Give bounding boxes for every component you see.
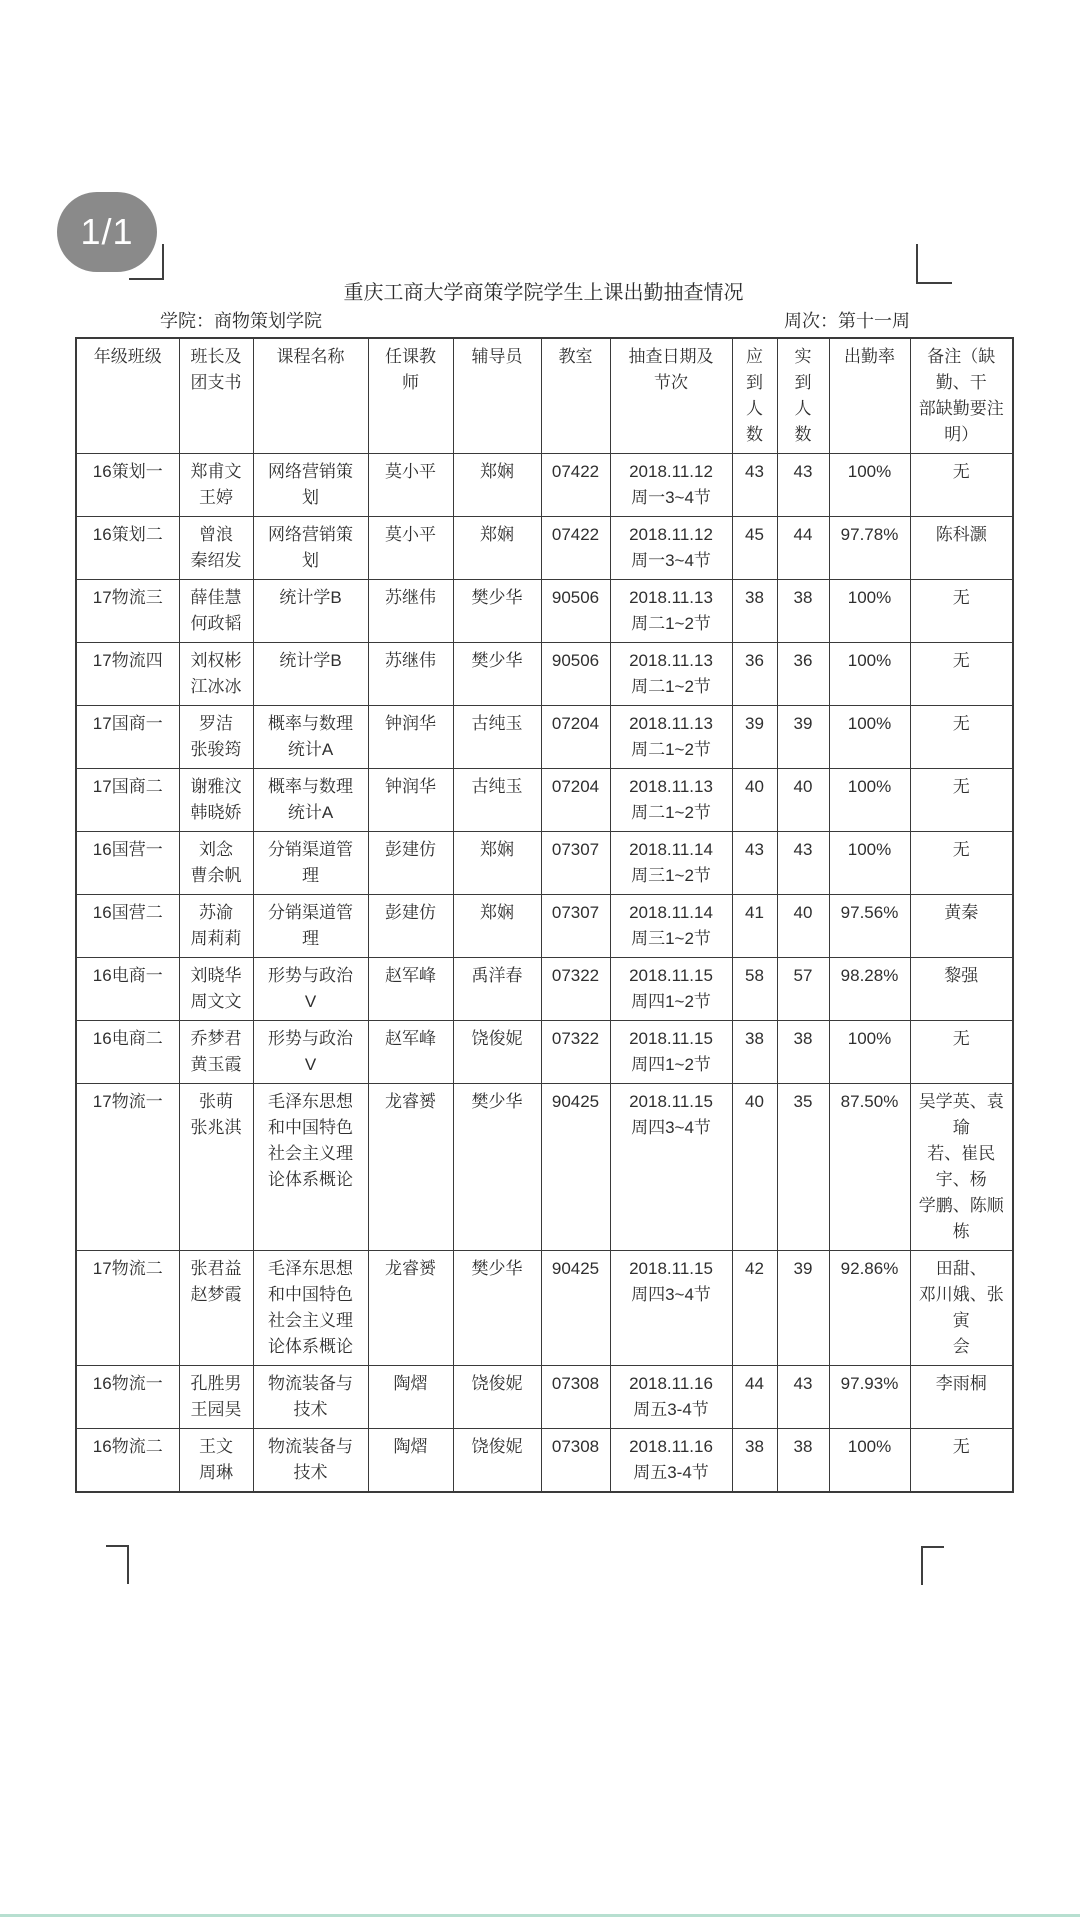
table-cell: 毛泽东思想 和中国特色 社会主义理 论体系概论 — [253, 1084, 368, 1251]
table-cell: 40 — [732, 769, 777, 832]
col-header-course-name: 课程名称 — [253, 338, 368, 454]
table-cell: 田甜、 邓川娥、张寅 会 — [910, 1251, 1013, 1366]
table-cell: 陈科灏 — [910, 517, 1013, 580]
col-header-remarks: 备注（缺勤、干 部缺勤要注明） — [910, 338, 1013, 454]
table-cell: 58 — [732, 958, 777, 1021]
table-cell: 郑娴 — [453, 895, 541, 958]
table-cell: 李雨桐 — [910, 1366, 1013, 1429]
table-cell: 赵军峰 — [368, 1021, 453, 1084]
table-cell: 07308 — [541, 1366, 610, 1429]
table-cell: 07307 — [541, 895, 610, 958]
table-cell: 郑娴 — [453, 832, 541, 895]
table-row — [76, 1366, 1013, 1429]
table-cell: 38 — [732, 1429, 777, 1493]
table-cell: 2018.11.13 周二1~2节 — [610, 643, 732, 706]
table-cell: 无 — [910, 580, 1013, 643]
table-cell: 36 — [732, 643, 777, 706]
table-cell: 2018.11.16 周五3-4节 — [610, 1366, 732, 1429]
table-cell: 2018.11.15 周四1~2节 — [610, 1021, 732, 1084]
table-cell: 孔胜男 王园昊 — [179, 1366, 253, 1429]
col-header-expected-count: 应 到 人 数 — [732, 338, 777, 454]
table-row — [76, 706, 1013, 769]
table-row — [76, 1021, 1013, 1084]
table-cell: 40 — [732, 1084, 777, 1251]
table-cell: 2018.11.15 周四3~4节 — [610, 1084, 732, 1251]
table-cell: 无 — [910, 706, 1013, 769]
table-cell: 物流装备与 技术 — [253, 1429, 368, 1493]
corner-mark-top-left — [129, 244, 164, 280]
table-cell: 16物流二 — [76, 1429, 179, 1493]
table-cell: 44 — [777, 517, 829, 580]
table-cell: 17物流一 — [76, 1084, 179, 1251]
table-cell: 黎强 — [910, 958, 1013, 1021]
table-cell: 薛佳慧 何政韬 — [179, 580, 253, 643]
table-cell: 87.50% — [829, 1084, 910, 1251]
week-label: 周次：第十一周 — [784, 311, 910, 331]
table-cell: 饶俊妮 — [453, 1021, 541, 1084]
table-cell: 苏继伟 — [368, 643, 453, 706]
table-cell: 龙睿赟 — [368, 1084, 453, 1251]
table-cell: 谢雅汶 韩晓娇 — [179, 769, 253, 832]
table-cell: 16物流一 — [76, 1366, 179, 1429]
col-header-teacher: 任课教 师 — [368, 338, 453, 454]
table-row — [76, 1251, 1013, 1366]
table-cell: 2018.11.13 周二1~2节 — [610, 706, 732, 769]
table-cell: 2018.11.15 周四1~2节 — [610, 958, 732, 1021]
table-cell: 统计学B — [253, 580, 368, 643]
table-cell: 39 — [777, 706, 829, 769]
table-cell: 2018.11.12 周一3~4节 — [610, 517, 732, 580]
table-cell: 黄秦 — [910, 895, 1013, 958]
table-cell: 郑娴 — [453, 454, 541, 517]
table-cell: 40 — [777, 769, 829, 832]
table-cell: 98.28% — [829, 958, 910, 1021]
table-cell: 彭建仿 — [368, 895, 453, 958]
table-cell: 40 — [777, 895, 829, 958]
table-cell: 古纯玉 — [453, 769, 541, 832]
table-cell: 2018.11.14 周三1~2节 — [610, 895, 732, 958]
table-cell: 樊少华 — [453, 1251, 541, 1366]
attendance-table — [75, 337, 1014, 1493]
table-cell: 郑娴 — [453, 517, 541, 580]
table-cell: 36 — [777, 643, 829, 706]
table-cell: 无 — [910, 454, 1013, 517]
table-cell: 刘权彬 江冰冰 — [179, 643, 253, 706]
table-cell: 乔梦君 黄玉霞 — [179, 1021, 253, 1084]
table-cell: 100% — [829, 580, 910, 643]
table-cell: 42 — [732, 1251, 777, 1366]
table-cell: 2018.11.16 周五3-4节 — [610, 1429, 732, 1493]
table-cell: 无 — [910, 1429, 1013, 1493]
table-cell: 王文 周琳 — [179, 1429, 253, 1493]
meta-line — [160, 307, 910, 333]
table-cell: 无 — [910, 769, 1013, 832]
table-row — [76, 580, 1013, 643]
table-cell: 43 — [777, 832, 829, 895]
table-cell: 17国商二 — [76, 769, 179, 832]
table-cell: 概率与数理 统计A — [253, 706, 368, 769]
table-cell: 39 — [777, 1251, 829, 1366]
table-cell: 100% — [829, 454, 910, 517]
table-cell: 钟润华 — [368, 706, 453, 769]
table-cell: 分销渠道管 理 — [253, 832, 368, 895]
table-cell: 92.86% — [829, 1251, 910, 1366]
table-cell: 陶熠 — [368, 1366, 453, 1429]
table-cell: 吴学英、袁瑜 若、崔民宇、杨 学鹏、陈顺栋 — [910, 1084, 1013, 1251]
table-row — [76, 832, 1013, 895]
table-cell: 97.56% — [829, 895, 910, 958]
table-cell: 16国营一 — [76, 832, 179, 895]
table-cell: 07307 — [541, 832, 610, 895]
table-cell: 07322 — [541, 1021, 610, 1084]
scan-artifact-line — [0, 1914, 1080, 1917]
table-cell: 57 — [777, 958, 829, 1021]
table-cell: 郑甫文 王婷 — [179, 454, 253, 517]
table-cell: 彭建仿 — [368, 832, 453, 895]
table-cell: 90506 — [541, 580, 610, 643]
table-cell: 16策划二 — [76, 517, 179, 580]
table-cell: 龙睿赟 — [368, 1251, 453, 1366]
table-cell: 莫小平 — [368, 454, 453, 517]
col-header-actual-count: 实 到 人 数 — [777, 338, 829, 454]
table-cell: 无 — [910, 1021, 1013, 1084]
table-cell: 苏渝 周莉莉 — [179, 895, 253, 958]
table-cell: 43 — [777, 454, 829, 517]
table-cell: 16国营二 — [76, 895, 179, 958]
table-cell: 毛泽东思想 和中国特色 社会主义理 论体系概论 — [253, 1251, 368, 1366]
table-cell: 禹洋春 — [453, 958, 541, 1021]
table-cell: 17国商一 — [76, 706, 179, 769]
table-cell: 2018.11.15 周四3~4节 — [610, 1251, 732, 1366]
table-cell: 100% — [829, 706, 910, 769]
table-cell: 2018.11.14 周三1~2节 — [610, 832, 732, 895]
table-cell: 45 — [732, 517, 777, 580]
table-cell: 39 — [732, 706, 777, 769]
table-cell: 无 — [910, 832, 1013, 895]
table-cell: 41 — [732, 895, 777, 958]
table-cell: 35 — [777, 1084, 829, 1251]
page-indicator-label: 1/1 — [80, 211, 134, 252]
table-cell: 网络营销策 划 — [253, 517, 368, 580]
col-header-check-date-period: 抽查日期及 节次 — [610, 338, 732, 454]
table-cell: 樊少华 — [453, 1084, 541, 1251]
col-header-attendance-rate: 出勤率 — [829, 338, 910, 454]
table-cell: 形势与政治 V — [253, 958, 368, 1021]
table-cell: 43 — [732, 832, 777, 895]
table-cell: 刘念 曹余帆 — [179, 832, 253, 895]
table-cell: 100% — [829, 643, 910, 706]
table-cell: 07308 — [541, 1429, 610, 1493]
table-cell: 90425 — [541, 1084, 610, 1251]
table-cell: 43 — [732, 454, 777, 517]
table-cell: 莫小平 — [368, 517, 453, 580]
corner-mark-bottom-left — [106, 1545, 129, 1584]
table-cell: 张君益 赵梦霞 — [179, 1251, 253, 1366]
table-cell: 07204 — [541, 706, 610, 769]
table-cell: 网络营销策 划 — [253, 454, 368, 517]
table-cell: 张萌 张兆淇 — [179, 1084, 253, 1251]
table-cell: 形势与政治 V — [253, 1021, 368, 1084]
col-header-counselor: 辅导员 — [453, 338, 541, 454]
table-row — [76, 1084, 1013, 1251]
corner-mark-bottom-right — [921, 1546, 944, 1585]
table-row — [76, 643, 1013, 706]
table-row — [76, 1429, 1013, 1493]
table-cell: 苏继伟 — [368, 580, 453, 643]
table-cell: 物流装备与 技术 — [253, 1366, 368, 1429]
table-cell: 07422 — [541, 454, 610, 517]
table-cell: 概率与数理 统计A — [253, 769, 368, 832]
table-cell: 07322 — [541, 958, 610, 1021]
table-cell: 刘晓华 周文文 — [179, 958, 253, 1021]
table-cell: 钟润华 — [368, 769, 453, 832]
table-cell: 17物流二 — [76, 1251, 179, 1366]
document-title: 重庆工商大学商策学院学生上课出勤抽查情况 — [343, 282, 744, 304]
table-cell: 饶俊妮 — [453, 1366, 541, 1429]
table-cell: 07204 — [541, 769, 610, 832]
table-cell: 饶俊妮 — [453, 1429, 541, 1493]
table-cell: 97.93% — [829, 1366, 910, 1429]
table-cell: 100% — [829, 1429, 910, 1493]
table-cell: 分销渠道管 理 — [253, 895, 368, 958]
table-cell: 统计学B — [253, 643, 368, 706]
table-cell: 17物流三 — [76, 580, 179, 643]
table-cell: 16策划一 — [76, 454, 179, 517]
table-cell: 16电商二 — [76, 1021, 179, 1084]
table-cell: 38 — [732, 580, 777, 643]
table-row — [76, 958, 1013, 1021]
table-cell: 38 — [777, 1021, 829, 1084]
table-cell: 90506 — [541, 643, 610, 706]
table-cell: 陶熠 — [368, 1429, 453, 1493]
table-header-row — [76, 338, 1013, 454]
table-cell: 100% — [829, 1021, 910, 1084]
table-cell: 07422 — [541, 517, 610, 580]
table-cell: 樊少华 — [453, 580, 541, 643]
attendance-table-body — [76, 454, 1013, 1493]
table-cell: 100% — [829, 769, 910, 832]
table-cell: 樊少华 — [453, 643, 541, 706]
table-cell: 17物流四 — [76, 643, 179, 706]
table-cell: 90425 — [541, 1251, 610, 1366]
table-cell: 2018.11.13 周二1~2节 — [610, 769, 732, 832]
col-header-monitor-secretary: 班长及 团支书 — [179, 338, 253, 454]
table-cell: 38 — [777, 1429, 829, 1493]
col-header-classroom: 教室 — [541, 338, 610, 454]
col-header-grade-class: 年级班级 — [76, 338, 179, 454]
table-cell: 43 — [777, 1366, 829, 1429]
table-cell: 赵军峰 — [368, 958, 453, 1021]
table-cell: 38 — [777, 580, 829, 643]
table-cell: 古纯玉 — [453, 706, 541, 769]
college-label: 学院：商物策划学院 — [160, 311, 322, 331]
table-cell: 罗洁 张骏筠 — [179, 706, 253, 769]
table-cell: 曾浪 秦绍发 — [179, 517, 253, 580]
table-row — [76, 517, 1013, 580]
table-cell: 16电商一 — [76, 958, 179, 1021]
table-cell: 2018.11.12 周一3~4节 — [610, 454, 732, 517]
table-cell: 44 — [732, 1366, 777, 1429]
table-cell: 无 — [910, 643, 1013, 706]
table-row — [76, 454, 1013, 517]
table-row — [76, 895, 1013, 958]
table-cell: 38 — [732, 1021, 777, 1084]
table-row — [76, 769, 1013, 832]
table-cell: 2018.11.13 周二1~2节 — [610, 580, 732, 643]
table-cell: 100% — [829, 832, 910, 895]
table-cell: 97.78% — [829, 517, 910, 580]
